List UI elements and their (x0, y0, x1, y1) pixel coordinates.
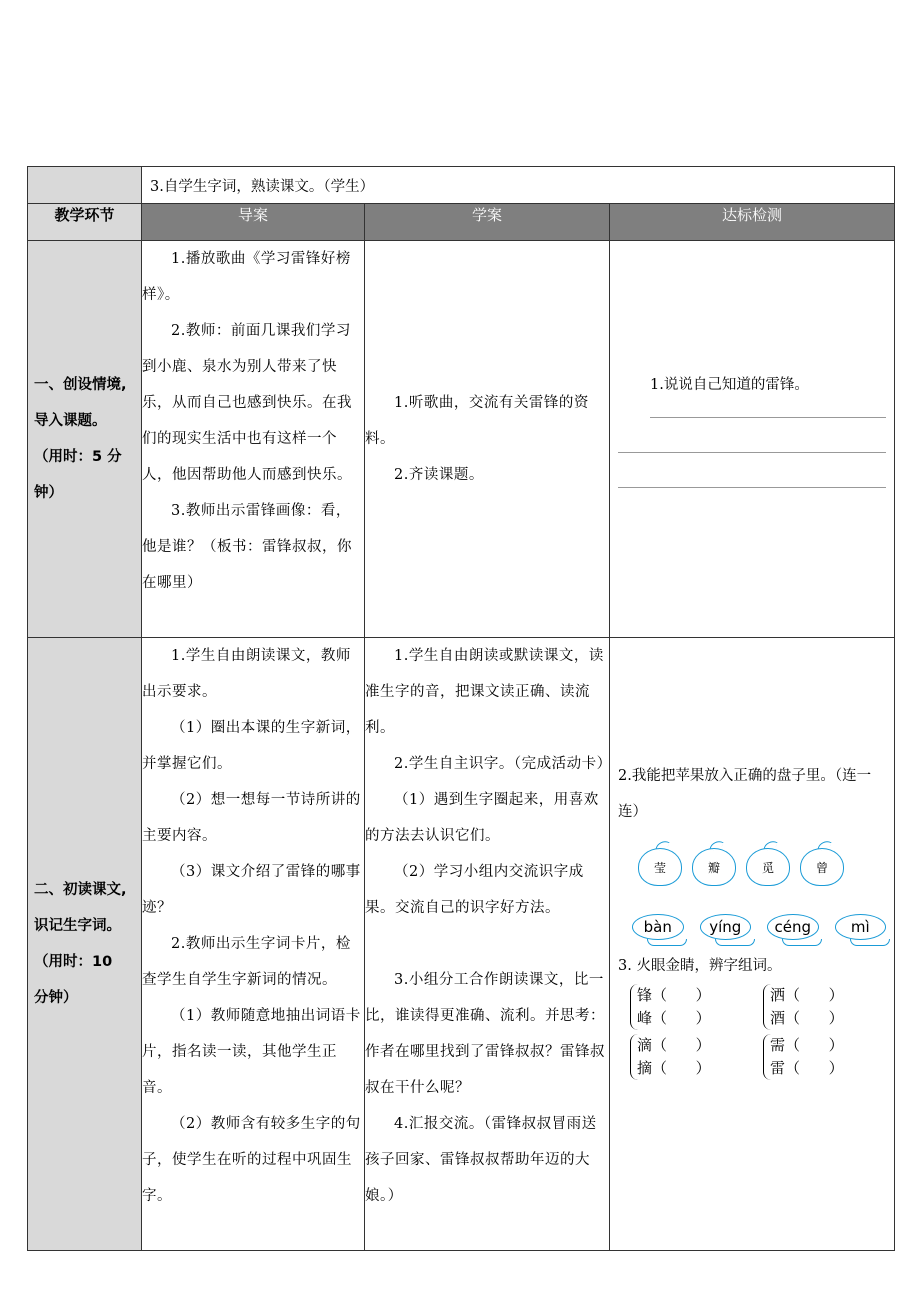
section-1-study (365, 241, 610, 638)
study-paragraph: 1.学生自由朗读或默读课文，读准生字的音，把课文读正确、读流利。 (365, 648, 604, 736)
section-1-time-2: 钟） (34, 485, 63, 501)
section-2-stage (28, 638, 142, 1251)
header-guide: 导案 (142, 204, 365, 241)
char-pair (630, 1034, 753, 1080)
answer-line (618, 452, 886, 453)
section-1-check (610, 241, 895, 638)
char: 酒 (770, 1009, 786, 1027)
section-2-title-1: 二、初读课文, (34, 882, 127, 898)
section-1-stage (28, 241, 142, 638)
section-2-time-1: （用时：10 (34, 954, 113, 970)
char: 洒 (770, 986, 786, 1004)
section-2-study (365, 638, 610, 1251)
top-row-stage-cell (28, 167, 142, 204)
guide-paragraph: 1.学生自由朗读课文，教师出示要求。 (142, 648, 351, 700)
answer-line (650, 417, 886, 418)
blank[interactable]: （ ） (652, 986, 711, 1004)
blank[interactable]: （ ） (785, 986, 844, 1004)
char-pair (630, 984, 753, 1030)
section-1-title-2: 导入课题。 (34, 413, 107, 429)
plate-icon[interactable]: mì (835, 914, 887, 940)
guide-paragraph: 3.教师出示雷锋画像：看，他是谁？（板书：雷锋叔叔，你在哪里） (142, 503, 352, 591)
header-row (28, 204, 895, 241)
lesson-plan-table (27, 166, 895, 1251)
char-pairs (618, 984, 886, 1084)
top-row-text: 3.自学生字词，熟读课文。（学生） (142, 167, 895, 204)
section-1-guide (142, 241, 365, 638)
section-2-time-2: 分钟） (34, 990, 78, 1006)
check-question-1: 1.说说自己知道的雷锋。 (650, 377, 809, 393)
plate-icon[interactable]: yíng (700, 914, 752, 940)
blank[interactable]: （ ） (785, 1059, 844, 1077)
char-pair (763, 1034, 886, 1080)
top-row (28, 167, 895, 204)
guide-paragraph: （2）教师含有较多生字的句子，使学生在听的过程中巩固生字。 (142, 1116, 361, 1204)
guide-paragraph: （2）想一想每一节诗所讲的主要内容。 (142, 792, 361, 844)
char: 摘 (637, 1059, 653, 1077)
blank[interactable]: （ ） (652, 1036, 711, 1054)
guide-paragraph: 2.教师：前面几课我们学习到小鹿、泉水为别人带来了快乐，从而自己也感到快乐。在我们的现实生活中也有这样一个人，他因帮助他人而感到快乐。 (142, 323, 352, 483)
plate-icon[interactable]: céng (767, 914, 819, 940)
section-1-time-1: （用时：5 分 (34, 449, 122, 465)
guide-paragraph: 1.播放歌曲《学习雷锋好榜样》。 (142, 251, 351, 303)
char: 需 (770, 1036, 786, 1054)
char: 锋 (637, 986, 653, 1004)
study-paragraph: 2.学生自主识字。（完成活动卡） (394, 756, 612, 772)
study-paragraph: 3.小组分工合作朗读课文，比一比，谁读得更准确、流利。并思考：作者在哪里找到了雷锋叔叔？雷锋叔叔在干什么呢？ (365, 972, 605, 1096)
guide-paragraph: （3）课文介绍了雷锋的哪事迹？ (142, 864, 361, 916)
header-study: 学案 (365, 204, 610, 241)
check-question-2: 2.我能把苹果放入正确的盘子里。（连一连） (618, 768, 872, 820)
section-2-check (610, 638, 895, 1251)
study-paragraph: 1.听歌曲，交流有关雷锋的资料。 (365, 395, 589, 447)
section-2-row (28, 638, 895, 1251)
section-2-guide (142, 638, 365, 1251)
apple-row (618, 848, 886, 886)
section-1-row (28, 241, 895, 638)
plate-icon[interactable]: bàn (632, 914, 684, 940)
guide-paragraph: （1）圈出本课的生字新词，并掌握它们。 (142, 720, 361, 772)
section-2-title-2: 识记生字词。 (34, 918, 121, 934)
guide-paragraph: 2.教师出示生字词卡片，检查学生自学生字新词的情况。 (142, 936, 351, 988)
plate-row (618, 914, 886, 940)
answer-line (618, 487, 886, 488)
apple-icon[interactable]: 瓣 (692, 848, 736, 886)
blank[interactable]: （ ） (785, 1009, 844, 1027)
study-paragraph: （2）学习小组内交流识字成果。交流自己的识字好方法。 (365, 864, 584, 916)
study-paragraph: 2.齐读课题。 (394, 467, 484, 483)
blank[interactable]: （ ） (785, 1036, 844, 1054)
apple-icon[interactable]: 莹 (638, 848, 682, 886)
char-pair (763, 984, 886, 1030)
header-stage: 教学环节 (28, 204, 142, 241)
blank[interactable]: （ ） (652, 1059, 711, 1077)
char: 雷 (770, 1059, 786, 1077)
check-question-3: 3. 火眼金睛，辨字组词。 (618, 958, 782, 974)
guide-paragraph: （1）教师随意地抽出词语卡片，指名读一读，其他学生正音。 (142, 1008, 361, 1096)
char: 滴 (637, 1036, 653, 1054)
char: 峰 (637, 1009, 653, 1027)
blank[interactable]: （ ） (652, 1009, 711, 1027)
study-paragraph: 4.汇报交流。（雷锋叔叔冒雨送孩子回家、雷锋叔叔帮助年迈的大娘。） (365, 1116, 597, 1204)
apple-icon[interactable]: 曾 (800, 848, 844, 886)
section-1-title-1: 一、创设情境, (34, 377, 127, 393)
study-paragraph: （1）遇到生字圈起来，用喜欢的方法去认识它们。 (365, 792, 599, 844)
apple-icon[interactable]: 觅 (746, 848, 790, 886)
header-check: 达标检测 (610, 204, 895, 241)
